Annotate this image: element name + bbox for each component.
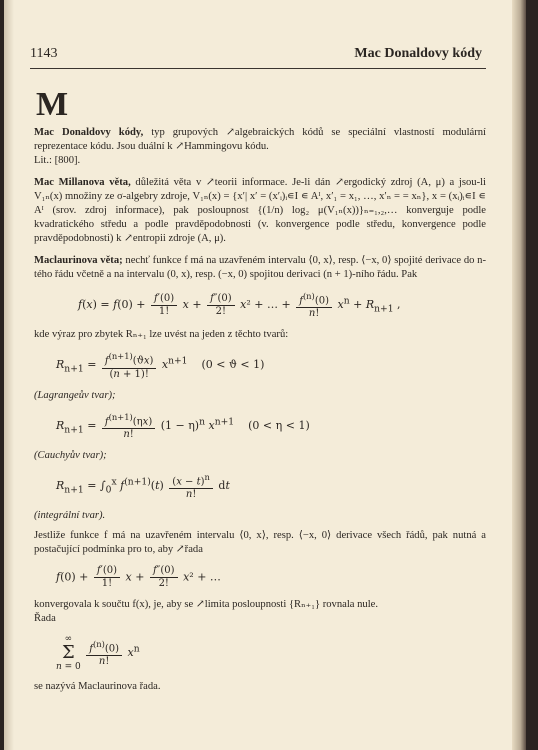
entry-literature: Lit.: [800].	[34, 155, 81, 166]
page-number: 1143	[30, 46, 58, 61]
lagrange-condition: (0 < ϑ < 1)	[201, 358, 265, 372]
header-rule	[30, 68, 486, 69]
entry-term: Mac Donaldovy kódy,	[34, 127, 144, 138]
series-formula: f(0) + $\frac{f'(0)}{1!}$ x + $\frac{f''(0)}{2!}$ x² + …	[56, 565, 221, 590]
convergence-text	[34, 598, 486, 626]
entry-term: Maclaurinova věta;	[34, 255, 123, 266]
page-gutter	[512, 0, 526, 750]
series-word: Řada	[34, 613, 56, 625]
convergence-sentence: konvergovala k součtu f(x), je, aby se ↗limita posloupnosti {Rₙ₊₁} rovnala nule.	[34, 599, 378, 611]
lagrange-formula: $R_{n+1}$ = $\frac{f^{(n+1)}(ϑx)}{(n + 1)!}$ $x^{n+1}$ (0 < ϑ < 1)	[56, 351, 265, 380]
maclaurin-formula: f(x) = f(0) + $\frac{f'(0)}{1!}$ x + $\frac{f''(0)}{2!}$ x² + … + $\frac{f^{(n)}(0)}{n!}$ $x^n + R_{n+1}$ ,	[78, 291, 401, 320]
cauchy-condition: (0 < η < 1)	[248, 418, 310, 432]
entry-text: nechť funkce f má na uzavřeném intervalu ⟨0, x⟩, resp. ⟨−x, 0⟩ spojité derivace do n-tého řádu včetně a na intervalu (0, x), resp. (−x, 0) spojitou derivaci (n + 1)-ního řádu. Pak	[34, 255, 486, 280]
lagrange-label: (Lagrangeův tvar);	[34, 389, 116, 401]
dictionary-content	[34, 126, 486, 700]
maclaurin-series-formula: ∞ Σ n = 0 $\frac{f^{(n)}(0)}{n!}$ $x^n$	[56, 634, 140, 673]
running-title: Mac Donaldovy kódy	[354, 46, 482, 61]
condition-text: Jestliže funkce f má na uzavřeném intervalu ⟨0, x⟩, resp. ⟨−x, 0⟩ derivace všech řádů, pak nutná a postačující podmínka pro to, aby ↗řada	[34, 530, 486, 556]
integral-formula: $R_{n+1} = \int_0^x$ $f^{(n+1)}(t)$ $\frac{(x - t)^n}{n!}$ dt	[56, 471, 230, 501]
cauchy-formula: $R_{n+1}$ = $\frac{f^{(n+1)}(\eta x)}{n!}$ $(1 - \eta)^n$ $x^{n+1}$ (0 < η < 1)	[56, 411, 310, 440]
book-page	[4, 0, 526, 750]
entry-text: typ grupových ↗algebraických kódů se speciální vlastností modulární reprezentace kódu. Jsou duální k ↗Hammingovu kódu.	[34, 127, 486, 152]
closing-text: se nazývá Maclaurinova řada.	[34, 681, 161, 693]
entry-maclaurin	[34, 254, 486, 282]
cauchy-label: (Cauchyův tvar);	[34, 449, 107, 461]
remainder-intro: kde výraz pro zbytek Rₙ₊₁ lze uvést na jeden z těchto tvarů:	[34, 329, 289, 341]
entry-text: důležitá věta v ↗teorii informace. Je-li dán ↗ergodický zdroj (A, μ) a jsou-li V₁ₙ(x) množiny ze σ-algebry zdroje, V₁ₙ(x) = {x′| x′ = (x′ᵢ)ᵢ∊I ∊ Aᴵ, x′₁ = x₁, …, x′ₙ = = xₙ}, x = (xᵢ)ᵢ∊I ∊ Aᴵ (srov. zdroj informace), pak posloupnost {(1/n) log₂ μ(V₁ₙ(x))}ₙ₌₁,₂,… konverguje podle kvadratického středu a podle pravděpodobnosti (v. konvergence podle středu, konvergence podle pravděpodobnosti) k ↗entropii zdroje (A, μ).	[34, 177, 486, 244]
entry-macmillan	[34, 176, 486, 246]
integral-label: (integrální tvar).	[34, 510, 106, 522]
page-shadow	[4, 0, 14, 750]
section-letter: M	[36, 86, 69, 123]
entry-term: Mac Millanova věta,	[34, 177, 131, 188]
entry-macdonald	[34, 126, 486, 168]
page-header	[30, 46, 482, 62]
